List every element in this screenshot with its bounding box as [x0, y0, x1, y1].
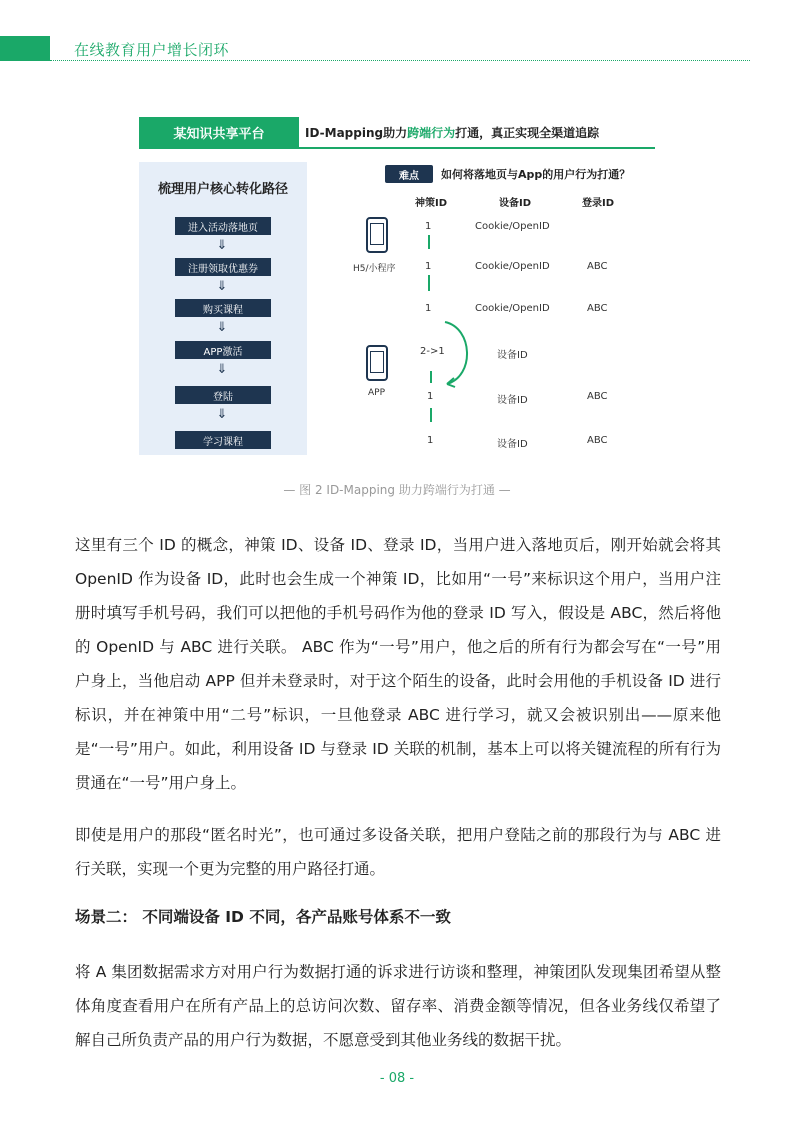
cell-device-id: 设备ID: [497, 395, 528, 406]
figure-id-mapping: [139, 115, 655, 455]
cell-login-id: ABC: [587, 303, 608, 314]
device-label-app: APP: [368, 388, 386, 398]
cell-shence-id: 1: [427, 391, 434, 402]
difficulty-question: 如何将落地页与App的用户行为打通？: [441, 168, 631, 181]
cell-shence-id: 1: [425, 221, 432, 232]
page-number: - 08 -: [379, 1071, 415, 1086]
figure-tab-title: [305, 117, 655, 147]
figure-tab-underline: [139, 147, 655, 149]
column-header-shence-id: 神策ID: [415, 198, 448, 209]
device-label-h5: H5/小程序: [353, 264, 396, 274]
cell-login-id: ABC: [587, 391, 608, 402]
column-header-device-id: 设备ID: [499, 198, 532, 209]
cell-shence-id: 1: [425, 261, 432, 272]
body-paragraph: 这里有三个 ID 的概念，神策 ID、设备 ID、登录 ID，当用户进入落地页后，刚开始就会将其 OpenID 作为设备 ID，此时也会生成一个神策 ID，比如用“一号”来标识这个用户，当用户注册时填写手机号码，我们可以把他的手机号码作为他的登录 ID 写入，假设是 ABC，然后将他的 OpenID 与 ABC 进行关联。 ABC 作为“一号”用户，他之后的所有行为都会写在“一号”用户身上，当他启动 APP 但并未登录时，对于这个陌生的设备，此时会用他的手机设备 ID 进行标识，并在神策中用“二号”标识，一旦他登录 ABC 进行学习，就又会被识别出——原来他是“一号”用户。如此，利用设备 ID 与登录 ID 关联的机制，基本上可以将关键流程的所有行为贯通在“一号”用户身上。: [75, 536, 721, 792]
cell-device-id: 设备ID: [497, 439, 528, 450]
conversion-path-title: 梳理用户核心转化路径: [157, 182, 288, 197]
up-arrow-icon: [430, 371, 432, 383]
phone-icon: [366, 217, 388, 253]
figure-caption: — 图 2 ID-Mapping 助力跨端行为打通 —: [283, 483, 511, 497]
cell-shence-id: 2->1: [420, 346, 445, 357]
down-arrow-icon: [428, 235, 430, 249]
figure-tab-title-post: 打通，真正实现全渠道追踪: [455, 125, 600, 140]
path-step: 登陆: [175, 386, 271, 404]
path-step: 购买课程: [175, 299, 271, 317]
body-paragraph: 将 A 集团数据需求方对用户行为数据打通的诉求进行访谈和整理，神策团队发现集团希望从整体角度查看用户在所有产品上的总访问次数、留存率、消费金额等情况，但各业务线仅希望了解自己所负责产品的用户行为数据，不愿意受到其他业务线的数据干扰。: [75, 963, 721, 1049]
path-step: 学习课程: [175, 431, 271, 449]
header-divider: [50, 60, 750, 61]
figure-tab-title-highlight: 跨端行为: [407, 125, 456, 140]
cell-login-id: ABC: [587, 435, 608, 446]
section-heading: 场景二： 不同端设备 ID 不同，各产品账号体系不一致: [75, 908, 451, 926]
path-step: APP激活: [175, 341, 271, 359]
cell-device-id: Cookie/OpenID: [475, 261, 550, 272]
down-arrow-icon: ⇓: [216, 279, 228, 294]
body-paragraph: 即使是用户的那段“匿名时光”，也可通过多设备关联，把用户登陆之前的那段行为与 ABC 进行关联，实现一个更为完整的用户路径打通。: [75, 826, 721, 878]
column-header-login-id: 登录ID: [582, 198, 615, 209]
cell-device-id: 设备ID: [497, 350, 528, 361]
conversion-path-panel: [139, 162, 307, 455]
down-arrow-icon: [430, 408, 432, 422]
cell-device-id: Cookie/OpenID: [475, 221, 550, 232]
cell-shence-id: 1: [425, 303, 432, 314]
down-arrow-icon: ⇓: [216, 238, 228, 253]
cell-shence-id: 1: [427, 435, 434, 446]
phone-icon: [366, 345, 388, 381]
cell-login-id: ABC: [587, 261, 608, 272]
header-accent-block: [0, 36, 50, 61]
curved-arrow-icon: [439, 320, 479, 390]
path-step: 进入活动落地页: [175, 217, 271, 235]
figure-tab-title-pre: ID-Mapping助力: [305, 125, 408, 140]
down-arrow-icon: ⇓: [216, 407, 228, 422]
down-arrow-icon: ⇓: [216, 320, 228, 335]
down-arrow-icon: ⇓: [216, 362, 228, 377]
difficulty-badge: 难点: [385, 165, 433, 183]
cell-device-id: Cookie/OpenID: [475, 303, 550, 314]
header-title: 在线教育用户增长闭环: [74, 41, 230, 59]
figure-tab-platform: 某知识共享平台: [139, 117, 299, 147]
path-step: 注册领取优惠券: [175, 258, 271, 276]
down-arrow-icon: [428, 275, 430, 291]
